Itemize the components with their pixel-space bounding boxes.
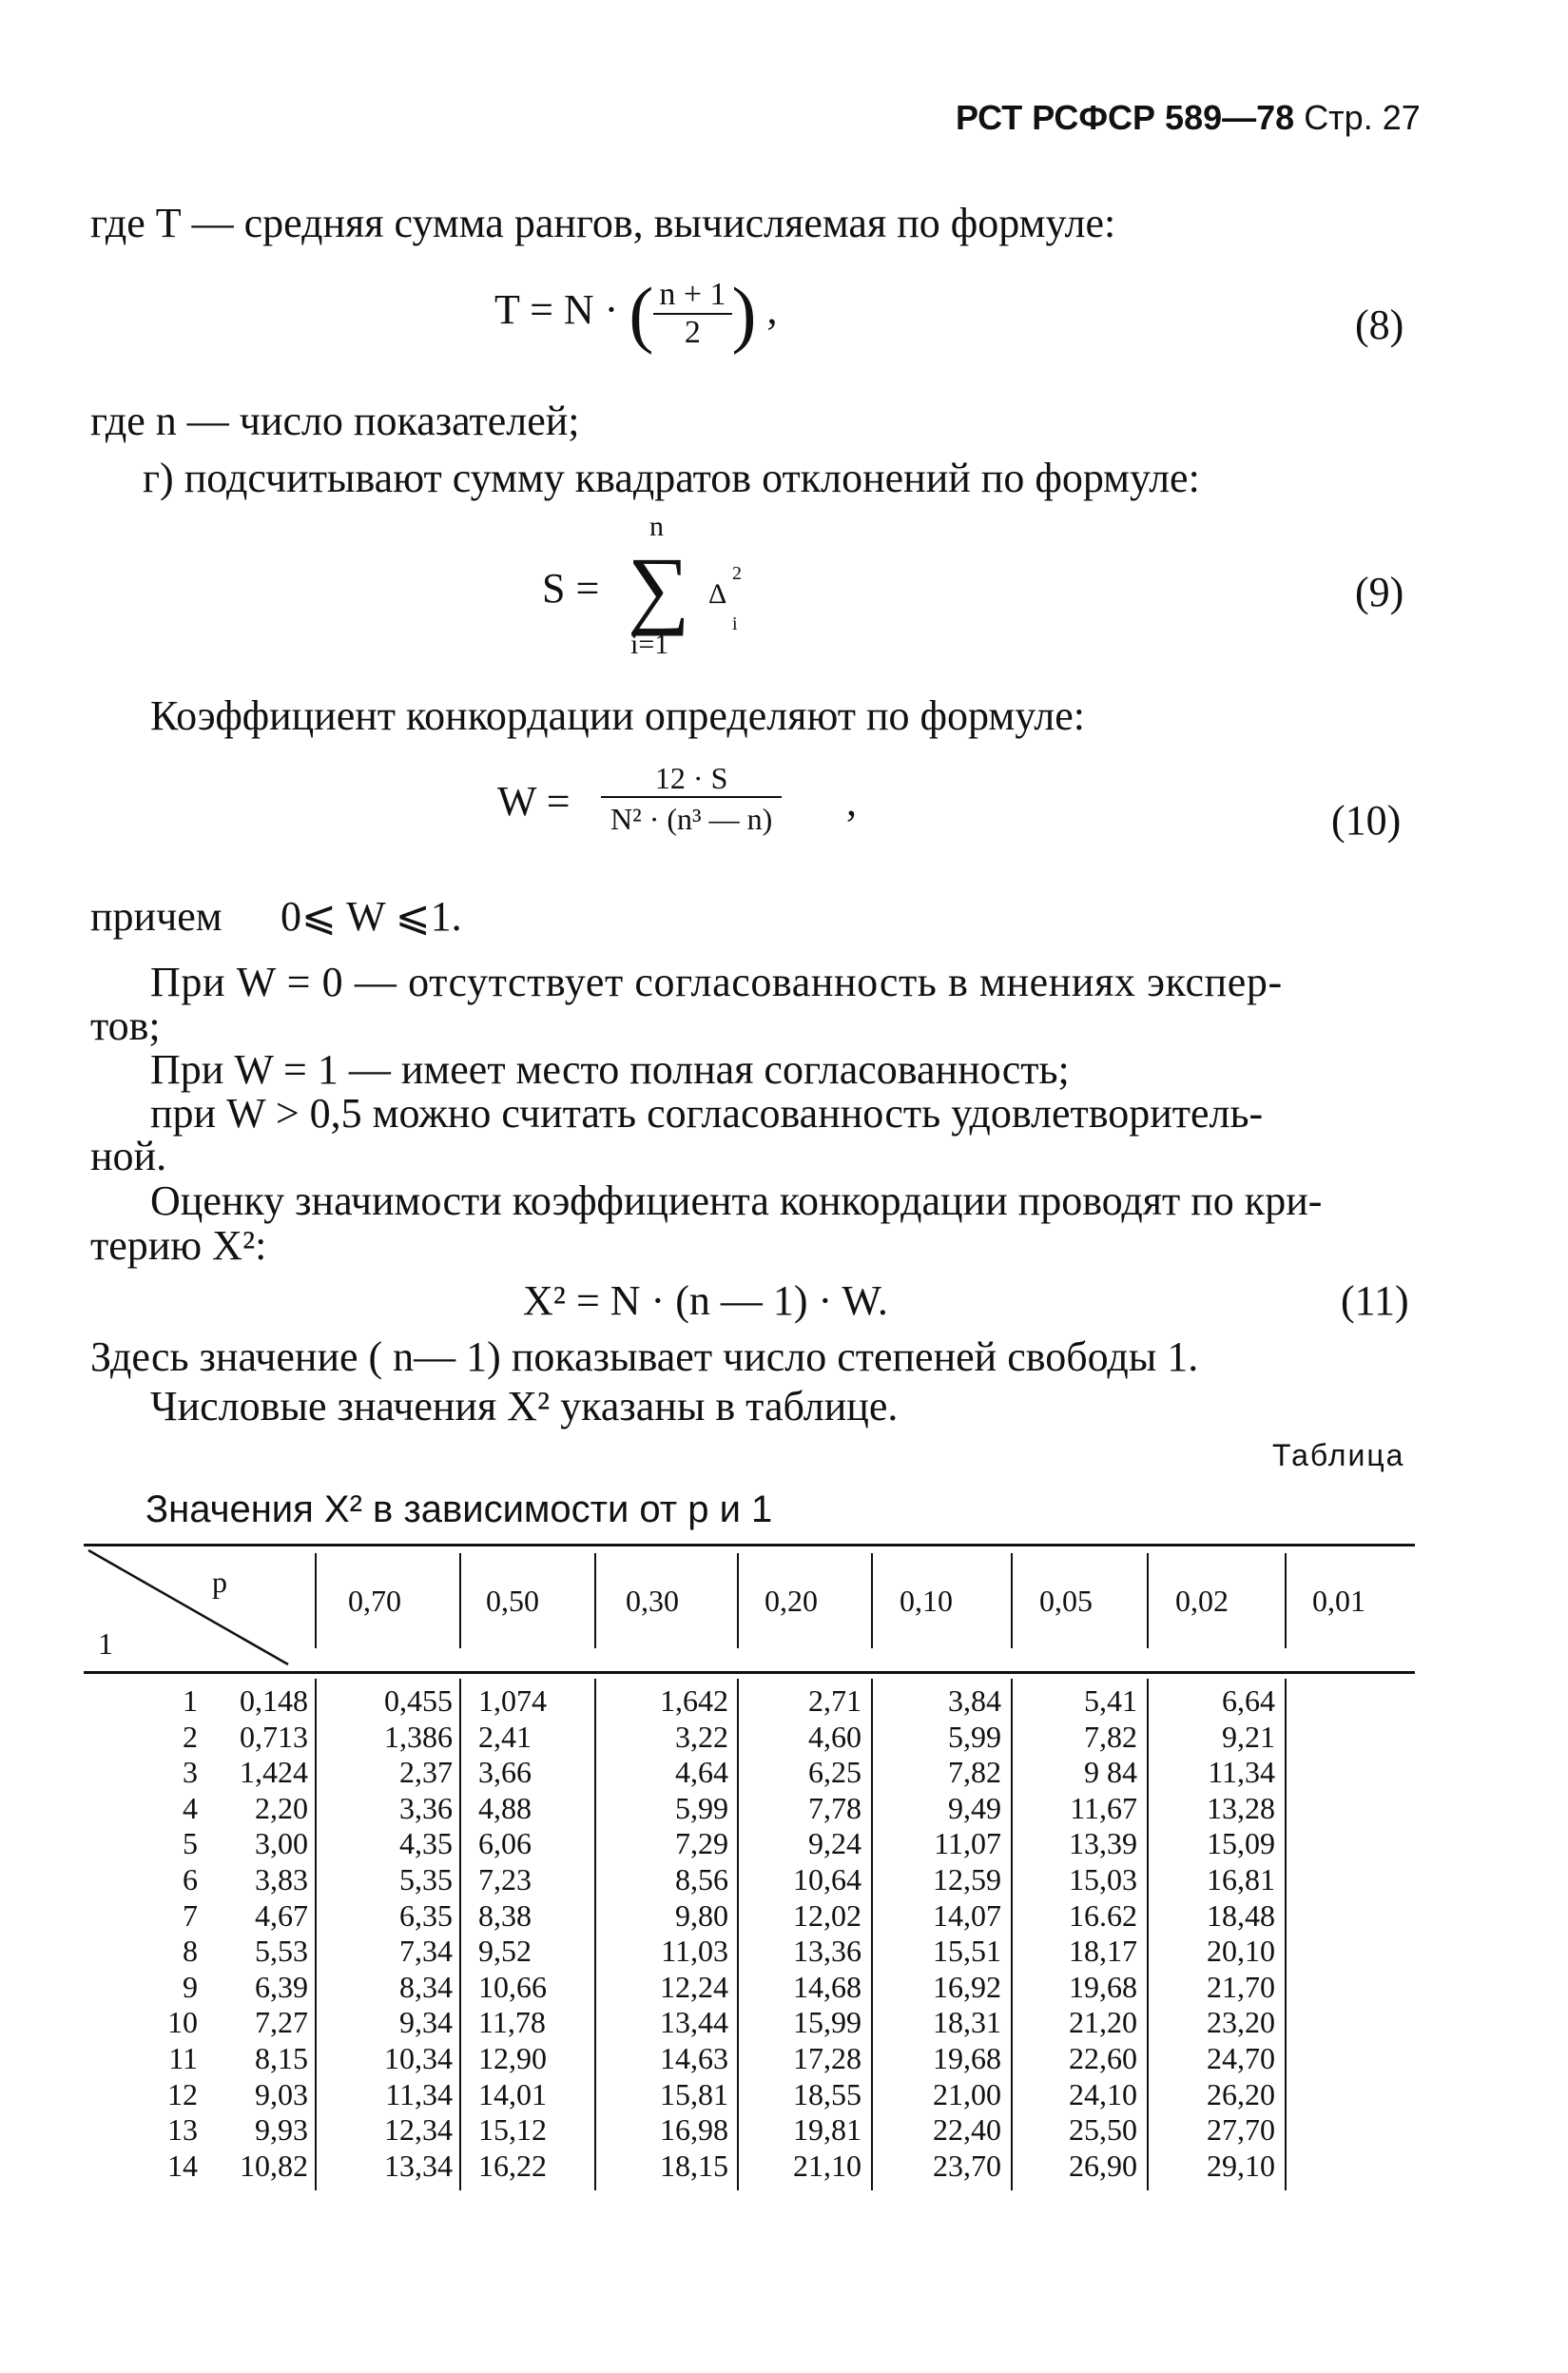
table-cell: 15,09: [1207, 1826, 1275, 1861]
text-line-concordance: Коэффициент конкордации определяют по формуле:: [150, 692, 1085, 739]
col-header: 0,50: [486, 1584, 539, 1618]
table-cell: 21,70: [1207, 1969, 1275, 2004]
table-cell: 4,60: [808, 1719, 861, 1754]
table-cell: 25,50: [1069, 2112, 1137, 2148]
formula-8-numerator: n + 1: [653, 277, 731, 315]
page-header: [956, 98, 1421, 138]
text-line-significance-a: Оценку значимости коэффициента конкордации проводят по кри-: [150, 1177, 1323, 1224]
col-header: 0,20: [765, 1584, 818, 1618]
row-label: 10: [167, 2005, 198, 2040]
table-cell: 23,70: [933, 2148, 1001, 2183]
text-line-w05-a: при W > 0,5 можно считать согласованность удовлетворитель-: [150, 1090, 1264, 1137]
table-cell: 15,12: [478, 2112, 547, 2148]
table-cell: 9,21: [1222, 1719, 1275, 1754]
col-divider: [315, 1553, 317, 1648]
col-divider: [1285, 1679, 1287, 2190]
formula-10-lhs: W =: [497, 778, 571, 825]
row-label: 2: [183, 1719, 198, 1754]
equation-number-8: (8): [1355, 301, 1404, 348]
table-cell: 3,83: [255, 1861, 308, 1896]
formula-11: X² = N · (n — 1) · W.: [523, 1277, 888, 1324]
table-cell: 12,02: [793, 1897, 861, 1933]
corner-l-label: 1: [98, 1626, 113, 1661]
table-cell: 16,81: [1207, 1861, 1275, 1896]
col-header: 0,02: [1175, 1584, 1229, 1618]
text-line-w05-b: ной.: [90, 1133, 167, 1179]
table-cell: 26,90: [1069, 2148, 1137, 2183]
row-label: 1: [183, 1683, 198, 1718]
table-cell: 14,68: [793, 1969, 861, 2004]
table-cell: 5,35: [399, 1861, 453, 1896]
table-cell: 17,28: [793, 2040, 861, 2075]
table-cell: 3,66: [478, 1755, 532, 1790]
table-cell: 22,60: [1069, 2040, 1137, 2075]
text-line-w1: При W = 1 — имеет место полная согласованность;: [150, 1046, 1070, 1093]
table-cell: 9,49: [948, 1790, 1001, 1825]
table-cell: 2,20: [255, 1790, 308, 1825]
row-label: 6: [183, 1861, 198, 1896]
col-divider: [737, 1679, 739, 2190]
table-cell: 18,55: [793, 2076, 861, 2111]
table-cell: 10,82: [240, 2148, 308, 2183]
col-divider: [1011, 1679, 1013, 2190]
table-cell: 11,34: [385, 2076, 453, 2111]
table-cell: 18,17: [1069, 1934, 1137, 1969]
formula-10-numerator: 12 · S: [601, 761, 782, 798]
equation-number-10: (10): [1331, 797, 1402, 844]
table-cell: 13,34: [384, 2148, 453, 2183]
formula-10-fraction: [601, 761, 782, 837]
col-header: 0,05: [1039, 1584, 1093, 1618]
table-cell: 10,34: [384, 2040, 453, 2075]
text-line-w0-a: При W = 0 — отсутствует согласованность в мнениях экспер-: [150, 959, 1283, 1005]
table-cell: 26,20: [1207, 2076, 1275, 2111]
values-column-0-10: [759, 1683, 861, 2184]
row-label: 11: [168, 2040, 198, 2075]
table-cell: 8,38: [478, 1897, 532, 1933]
table-cell: 19,68: [1069, 1969, 1137, 2004]
table-cell: 16,22: [478, 2148, 547, 2183]
text-line-step-g: г) подсчитывают сумму квадратов отклонений по формуле:: [143, 455, 1200, 501]
table-cell: 1,642: [660, 1683, 728, 1718]
table-cell: 3,22: [675, 1719, 728, 1754]
col-divider: [1147, 1553, 1149, 1648]
table-cell: 23,20: [1207, 2005, 1275, 2040]
table-cell: 15,81: [660, 2076, 728, 2111]
values-column-0-02: [1035, 1683, 1137, 2184]
formula-8-lhs: T = N ·: [494, 286, 619, 334]
text-line-degrees: Здесь значение ( n— 1) показывает число степеней свободы 1.: [90, 1333, 1199, 1380]
text-line-w0-b: тов;: [90, 1002, 161, 1049]
text-line-t-definition: где Т — средняя сумма рангов, вычисляемая по формуле:: [90, 200, 1116, 246]
col-header: 0,70: [348, 1584, 401, 1618]
text-line-values-ref: Числовые значения X² указаны в таблице.: [150, 1383, 899, 1430]
table-cell: 8,34: [399, 1969, 453, 2004]
formula-9-lhs: S =: [542, 565, 600, 612]
formula-9-subscript: i: [732, 613, 738, 634]
text-line-w-range: 0⩽ W ⩽1.: [281, 893, 462, 940]
table-cell: 7,34: [399, 1934, 453, 1969]
table-cell: 13,39: [1069, 1826, 1137, 1861]
table-header-rule: [84, 1671, 1415, 1674]
table-cell: 6,35: [399, 1897, 453, 1933]
col-divider: [1285, 1553, 1287, 1648]
table-cell: 9,24: [808, 1826, 861, 1861]
table-cell: 22,40: [933, 2112, 1001, 2148]
table-label: Таблица: [1272, 1438, 1405, 1472]
table-cell: 0,713: [240, 1719, 308, 1754]
table-cell: 3,84: [948, 1683, 1001, 1718]
values-column-0-50: [350, 1683, 453, 2184]
table-cell: 11,03: [661, 1934, 728, 1969]
table-cell: 5,53: [255, 1934, 308, 1969]
formula-9-body: [708, 578, 726, 611]
row-label: 7: [183, 1897, 198, 1933]
col-header: 0,01: [1312, 1584, 1365, 1618]
table-cell: 9,93: [255, 2112, 308, 2148]
equation-number-11: (11): [1341, 1277, 1409, 1324]
values-column-0-70: [205, 1683, 308, 2184]
table-cell: 24,10: [1069, 2076, 1137, 2111]
table-cell: 9 84: [1084, 1755, 1137, 1790]
row-label: 14: [167, 2148, 198, 2183]
col-divider: [1011, 1553, 1013, 1648]
row-label: 3: [183, 1755, 198, 1790]
table-cell: 6,06: [478, 1826, 532, 1861]
table-cell: 19,68: [933, 2040, 1001, 2075]
table-cell: 4,35: [399, 1826, 453, 1861]
table-cell: 12,90: [478, 2040, 547, 2075]
table-cell: 10,64: [793, 1861, 861, 1896]
table-cell: 13,36: [793, 1934, 861, 1969]
row-labels-column: [150, 1683, 198, 2184]
col-divider: [1147, 1679, 1149, 2190]
text-line-wherein: причем: [90, 893, 223, 940]
table-cell: 16.62: [1069, 1897, 1137, 1933]
table-cell: 21,10: [793, 2148, 861, 2183]
table-cell: 6,25: [808, 1755, 861, 1790]
table-cell: 3,36: [399, 1790, 453, 1825]
table-cell: 6,39: [255, 1969, 308, 2004]
formula-8: T = N · ( $\frac{n + 1}{2}$ ) ,: [494, 272, 778, 355]
col-divider: [871, 1679, 873, 2190]
table-cell: 20,10: [1207, 1934, 1275, 1969]
table-cell: 15,51: [933, 1934, 1001, 1969]
table-cell: 1,424: [240, 1755, 308, 1790]
formula-9-upper: n: [649, 511, 664, 542]
text-line-significance-b: терию X²:: [90, 1222, 267, 1269]
table-cell: 7,27: [255, 2005, 308, 2040]
values-column-0-01: [1172, 1683, 1275, 2184]
table-cell: 10,66: [478, 1969, 547, 2004]
col-divider: [315, 1679, 317, 2190]
formula-8-comma: ,: [766, 286, 778, 334]
table-cell: 11,78: [478, 2005, 546, 2040]
doc-id: РСТ РСФСР 589—78: [956, 98, 1295, 137]
table-cell: 7,82: [948, 1755, 1001, 1790]
table-cell: 16,92: [933, 1969, 1001, 2004]
values-column-0-05: [899, 1683, 1001, 2184]
col-header: 0,10: [900, 1584, 953, 1618]
delta-symbol: Δ: [708, 578, 727, 610]
table-cell: 13,28: [1207, 1790, 1275, 1825]
col-header: 0,30: [626, 1584, 679, 1618]
formula-9-superscript: 2: [732, 563, 742, 584]
sigma-symbol: ∑: [628, 539, 690, 636]
table-cell: 11,34: [1208, 1755, 1275, 1790]
table-cell: 4,64: [675, 1755, 728, 1790]
formula-10-comma: ,: [846, 778, 857, 825]
table-cell: 14,01: [478, 2076, 547, 2111]
table-cell: 12,34: [384, 2112, 453, 2148]
table-cell: 3,00: [255, 1826, 308, 1861]
row-label: 13: [167, 2112, 198, 2148]
table-cell: 14,07: [933, 1897, 1001, 1933]
table-cell: 18,48: [1207, 1897, 1275, 1933]
table-cell: 9,80: [675, 1897, 728, 1933]
col-divider: [594, 1679, 596, 2190]
formula-9-lower: i=1: [630, 629, 669, 660]
row-label: 4: [183, 1790, 198, 1825]
row-label: 8: [183, 1934, 198, 1969]
formula-10-denominator: N² · (n³ — n): [610, 802, 773, 836]
table-cell: 14,63: [660, 2040, 728, 2075]
table-cell: 7,23: [478, 1861, 532, 1896]
table-cell: 15,99: [793, 2005, 861, 2040]
table-cell: 2,41: [478, 1719, 532, 1754]
table-cell: 9,52: [478, 1934, 532, 1969]
table-caption: Значения X² в зависимости от р и 1: [145, 1488, 773, 1530]
table-cell: 11,07: [934, 1826, 1001, 1861]
page-number: Стр. 27: [1304, 98, 1421, 137]
table-cell: 21,00: [933, 2076, 1001, 2111]
table-cell: 6,64: [1222, 1683, 1275, 1718]
corner-diagonal: [84, 1546, 293, 1669]
table-cell: 7,82: [1084, 1719, 1137, 1754]
row-label: 5: [183, 1826, 198, 1861]
table-cell: 8,56: [675, 1861, 728, 1896]
corner-p-label: p: [212, 1565, 227, 1599]
table-cell: 2,71: [808, 1683, 861, 1718]
table-cell: 24,70: [1207, 2040, 1275, 2075]
table-cell: 18,15: [660, 2148, 728, 2183]
col-divider: [737, 1553, 739, 1648]
table-cell: 12,59: [933, 1861, 1001, 1896]
table-cell: 27,70: [1207, 2112, 1275, 2148]
table-cell: 0,455: [384, 1683, 453, 1718]
table-cell: 29,10: [1207, 2148, 1275, 2183]
table-cell: 21,20: [1069, 2005, 1137, 2040]
table-cell: 4,88: [478, 1790, 532, 1825]
table-cell: 4,67: [255, 1897, 308, 1933]
col-divider: [594, 1553, 596, 1648]
table-cell: 18,31: [933, 2005, 1001, 2040]
row-label: 12: [167, 2076, 198, 2111]
table-cell: 19,81: [793, 2112, 861, 2148]
table-cell: 0,148: [240, 1683, 308, 1718]
values-column-0-30: [445, 1683, 588, 2184]
row-label: 9: [183, 1969, 198, 2004]
table-cell: 5,99: [675, 1790, 728, 1825]
table-cell: 11,67: [1070, 1790, 1137, 1825]
table-cell: 13,44: [660, 2005, 728, 2040]
table-cell: 12,24: [660, 1969, 728, 2004]
table-cell: 1,386: [384, 1719, 453, 1754]
table-cell: 8,15: [255, 2040, 308, 2075]
table-cell: 9,03: [255, 2076, 308, 2111]
table-cell: 1,074: [478, 1683, 547, 1718]
table-cell: 5,99: [948, 1719, 1001, 1754]
table-cell: 9,34: [399, 2005, 453, 2040]
table-cell: 15,03: [1069, 1861, 1137, 1896]
col-divider: [871, 1553, 873, 1648]
table-cell: 5,41: [1084, 1683, 1137, 1718]
col-divider: [459, 1553, 461, 1648]
formula-8-denominator: 2: [684, 315, 701, 350]
table-cell: 2,37: [399, 1755, 453, 1790]
values-column-0-20: [626, 1683, 728, 2184]
table-cell: 7,78: [808, 1790, 861, 1825]
equation-number-9: (9): [1355, 569, 1404, 615]
text-line-n-definition: где n — число показателей;: [90, 398, 580, 444]
table-cell: 7,29: [675, 1826, 728, 1861]
table-cell: 16,98: [660, 2112, 728, 2148]
